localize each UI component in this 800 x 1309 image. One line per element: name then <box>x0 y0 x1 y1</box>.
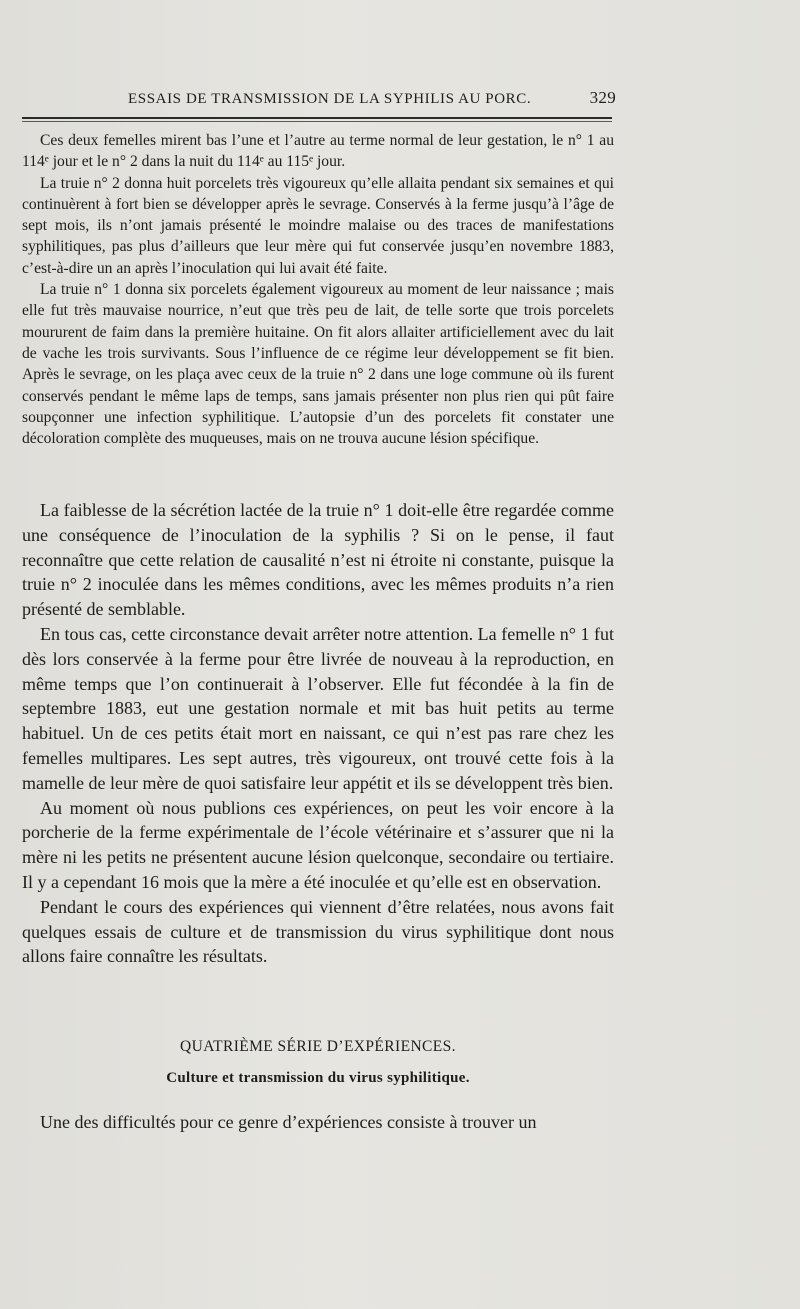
header-rule <box>22 117 612 119</box>
paragraph: La truie n° 1 donna six porcelets également vigoureux au moment de leur naissance ; mais elle fut très mauvaise nourrice, n’eut que très peu de lait, de telle sorte que trois porcelets moururent de faim dans la première huitaine. On fit alors allaiter artificiellement avec du lait de vache les trois survivants. Sous l’influence de ce régime leur développement se fit bien. Après le sevrage, on les plaça avec ceux de la truie n° 2 dans une loge commune où ils furent conservés pendant le même laps de temps, sans jamais présenter non plus rien qui pût faire soupçonner une infection syphilitique. L’autopsie d’un des porcelets fit constater une décoloration complète des muqueuses, mais on ne trouva aucune lésion spécifique. <box>22 281 614 448</box>
paragraph: Ces deux femelles mirent bas l’une et l’autre au terme normal de leur gestation, le n° 1 au 114ᵉ jour et le n° 2 dans la nuit du 114ᵉ au 115ᵉ jour. <box>22 132 614 171</box>
paragraph: Au moment où nous publions ces expériences, on peut les voir encore à la porcherie de la ferme expérimentale de l’école vétérinaire et s’assurer que ni la mère ni les petits ne présentent aucune lésion quelconque, secondaire ou tertiaire. Il y a cependant 16 mois que la mère a été inoculée et qu’elle est en observation. <box>22 797 614 892</box>
paragraph: La truie n° 2 donna huit porcelets très vigoureux qu’elle allaita pendant six semaines et qui continuèrent à fort bien se développer après le sevrage. Conservés à la ferme jusqu’à l’âge de sept mois, ils n’ont jamais présenté le moindre malaise ou des traces de manifestations syphilitiques, pas plus d’ailleurs que leur mère qui fut conservée jusqu’en novembre 1883, c’est-à-dire un an après l’inoculation qui lui avait été faite. <box>22 174 614 277</box>
header-rule-thin <box>22 121 612 122</box>
paragraph: La faiblesse de la sécrétion lactée de la truie n° 1 doit-elle être regardée comme une conséquence de l’inoculation de la syphilis ? Si on le pense, il faut reconnaître que cette relation de causalité n’est ni étroite ni constante, puisque la truie n° 2 inoculée dans les mêmes conditions, avec les mêmes produits n’a rien présenté de semblable. <box>22 500 614 620</box>
main-text-block <box>22 498 614 969</box>
page-number: 329 <box>589 88 616 107</box>
small-type-block <box>22 130 614 449</box>
continued-paragraph: Une des difficultés pour ce genre d’expériences consiste à trouver un <box>40 1112 537 1132</box>
running-title: ESSAIS DE TRANSMISSION DE LA SYPHILIS AU PORC. <box>128 91 532 107</box>
section-heading: QUATRIÈME SÉRIE D’EXPÉRIENCES. <box>180 1038 456 1055</box>
paragraph: Pendant le cours des expériences qui viennent d’être relatées, nous avons fait quelques essais de culture et de transmission du virus syphilitique dont nous allons faire connaître les résultats. <box>22 896 614 967</box>
subsection-heading: Culture et transmission du virus syphilitique. <box>166 1070 470 1086</box>
paragraph: En tous cas, cette circonstance devait arrêter notre attention. La femelle n° 1 fut dès lors conservée à la ferme pour être livrée de nouveau à la reproduction, en même temps que l’on continuerait à l’observer. Elle fut fécondée à la fin de septembre 1883, eut une gestation normale et mit bas huit petits au terme habituel. Un de ces petits était mort en naissant, ce qui n’est pas rare chez les femelles multipares. Les sept autres, très vigoureux, ont trouvé cette fois à la mamelle de leur mère de quoi satisfaire leur appétit et ils se développent très bien. <box>22 623 614 793</box>
running-header <box>128 88 616 108</box>
